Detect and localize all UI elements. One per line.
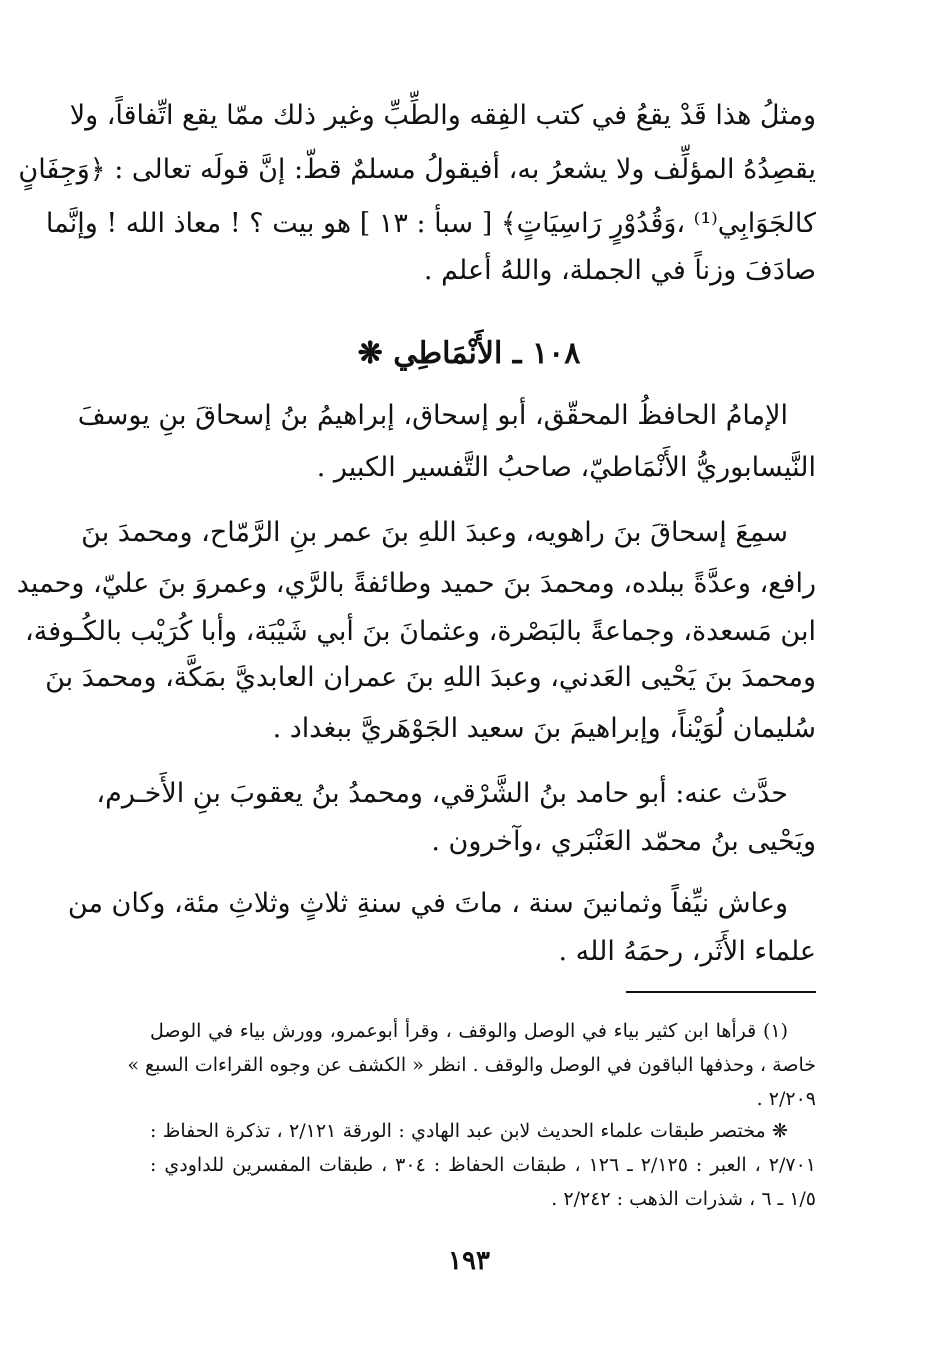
footnote-1-line-3: ٢/٢٠٩ . (756, 1088, 816, 1110)
paragraph-1-line-4: صادَفَ وزناً في الجملة، واللهُ أعلم . (423, 255, 816, 286)
paragraph-1-line-1: ومثلُ هذا قَدْ يقعُ في كتب الفِقه والطِّبِّ وغير ذلك ممّا يقع اتِّفاقاً، ولا (69, 100, 816, 131)
footnote-1-line-1: (١) قرأها ابن كثير بياء في الوصل والوقف ، وقرأ أبوعمرو، وورش بياء في الوصل (150, 1020, 788, 1042)
paragraph-4-line-2: ويَحْيى بنُ محمّد العَنْبَري ،وآخرون . (431, 826, 816, 857)
paragraph-3-line-4: ومحمدَ بنَ يَحْيى العَدني، وعبدَ اللهِ بنَ عمران العابديَّ بمَكَّة، ومحمدَ بنَ (45, 662, 816, 693)
paragraph-5-line-1: وعاش نيِّفاً وثمانينَ سنة ، ماتَ في سنةِ ثلاثٍ وثلاثِ مئة، وكان من (67, 888, 788, 919)
entry-heading: ١٠٨ ـ الأَنْمَاطِي ❋ (357, 336, 581, 371)
footnote-separator (626, 991, 816, 993)
paragraph-2-line-1: الإمامُ الحافظُ المحقّق، أبو إسحاق، إبراهيمُ بنُ إسحاقَ بنِ يوسفَ (77, 400, 788, 431)
footnote-2-line-1: ❋ مختصر طبقات علماء الحديث لابن عبد الهادي : الورقة ٢/١٢١ ، تذكرة الحفاظ : (150, 1120, 788, 1142)
page-number: ١٩٣ (448, 1246, 490, 1276)
footnote-2-line-2: ٢/٧٠١ ، العبر : ٢/١٢٥ ـ ١٢٦ ، طبقات الحفاظ : ٣٠٤ ، طبقات المفسرين للداودي : (150, 1154, 816, 1176)
paragraph-3-line-2: رافع، وعدَّةً ببلده، ومحمدَ بنَ حميد وطائفةً بالرَّي، وعمروَ بنَ عليّ، وحميد (16, 568, 816, 599)
paragraph-3-line-3: ابن مَسعدة، وجماعةً بالبَصْرة، وعثمانَ بنَ أبي شَيْبَة، وأبا كُرَيْب بالكُـوفة، (25, 616, 816, 647)
footnote-1-line-2: خاصة ، وحذفها الباقون في الوصل والوقف . انظر « الكشف عن وجوه القراءات السبع » (127, 1054, 816, 1076)
paragraph-4-line-1: حدَّث عنه: أبو حامد بنُ الشَّرْقي، ومحمدُ بنُ يعقوبَ بنِ الأَخـرم، (96, 778, 788, 809)
footnote-2-line-3: ١/٥ ـ ٦ ، شذرات الذهب : ٢/٢٤٢ . (551, 1188, 816, 1210)
paragraph-2-line-2: النَّيسابوريُّ الأَنْمَاطيّ، صاحبُ التَّفسير الكبير . (316, 452, 816, 483)
paragraph-5-line-2: علماء الأَثَر، رحمَهُ الله . (558, 936, 816, 967)
paragraph-1-line-2: يقصِدُهُ المؤلِّف ولا يشعرُ به، أفيقولُ مسلمٌ قطّ: إنَّ قولَه تعالى : ﴿وَجِفَانٍ (18, 154, 816, 185)
paragraph-3-line-5: سُليمان لُوَيْناً، وإبراهيمَ بنَ سعيد الجَوْهَريَّ ببغداد . (272, 713, 816, 744)
paragraph-1-line-3: كالجَوَابِي⁽¹⁾ ،وَقُدُوْرٍ رَاسِيَاتٍ﴾ [ سبأ : ١٣ ] هو بيت ؟ ! معاذ الله ! وإنَّما (45, 208, 816, 239)
paragraph-3-line-1: سمِعَ إسحاقَ بنَ راهويه، وعبدَ اللهِ بنَ عمر بنِ الرَّمّاح، ومحمدَ بنَ (81, 517, 788, 548)
